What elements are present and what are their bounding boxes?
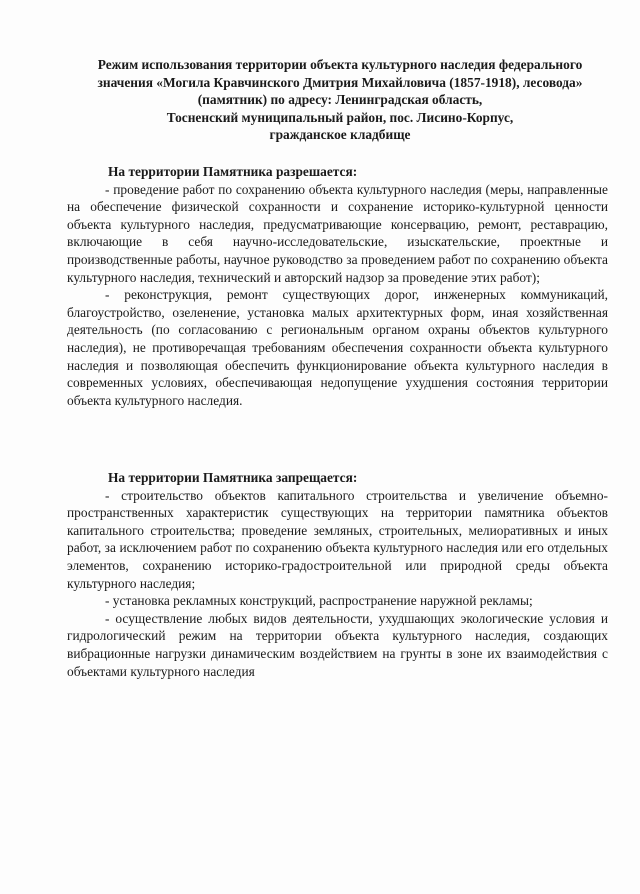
allowed-heading: На территории Памятника разрешается: — [108, 164, 358, 179]
title-line: Тосненский муниципальный район, пос. Лисино-Корпус, — [166, 109, 514, 125]
forbidden-heading: На территории Памятника запрещается: — [108, 470, 358, 485]
forbidden-section — [67, 469, 608, 680]
title-line: гражданское кладбище — [269, 127, 411, 143]
forbidden-item: - установка рекламных конструкций, распространение наружной рекламы; — [105, 593, 533, 609]
forbidden-item: - осуществление любых видов деятельности, ухудшающих экологические условия и гидрологический режим на территории объекта культурного наследия, создающих вибрационные нагрузки динамическим воздействием на грунты в зоне их взаимодействия с объектами культурного наследия — [67, 610, 608, 679]
title-line: Режим использования территории объекта культурного наследия федерального — [97, 57, 583, 72]
forbidden-item: - строительство объектов капитального строительства и увеличение объемно-пространственных характеристик существующих на территории памятника объектов капитального строительства; проведение земляных, строительных, мелиоративных и иных работ, за исключением работ по сохранению объекта культурного наследия или его отдельных элементов, сохранению историко-градостроительной или природной среды объекта культурного наследия; — [67, 487, 608, 591]
document-title — [60, 56, 620, 144]
allowed-item: - реконструкция, ремонт существующих дорог, инженерных коммуникаций, благоустройство, озеленение, установка малых архитектурных форм, иная хозяйственная деятельность (по согласованию с региональным органом охраны объектов культурного наследия), не противоречащая требованиям обеспечения сохранности объекта культурного наследия и позволяющая обеспечить функционирование объекта культурного наследия в современных условиях, обеспечивающая недопущение ухудшения состояния территории объекта культурного наследия. — [67, 287, 608, 408]
title-line: значения «Могила Кравчинского Дмитрия Михайловича (1857-1918), лесовода» — [97, 74, 583, 90]
allowed-item: - проведение работ по сохранению объекта культурного наследия (меры, направленные на обеспечение физической сохранности и сохранение историко-культурной ценности объекта культурного наследия, предусматривающие консервацию, ремонт, реставрацию, включающие в себя научно-исследовательские, изыскательские, проектные и производственные работы, научное руководство за проведением работ по сохранению объекта культурного наследия, технический и авторский надзор за проведение этих работ); — [67, 181, 608, 285]
title-line: (памятник) по адресу: Ленинградская область, — [197, 92, 483, 108]
allowed-section — [67, 163, 608, 409]
